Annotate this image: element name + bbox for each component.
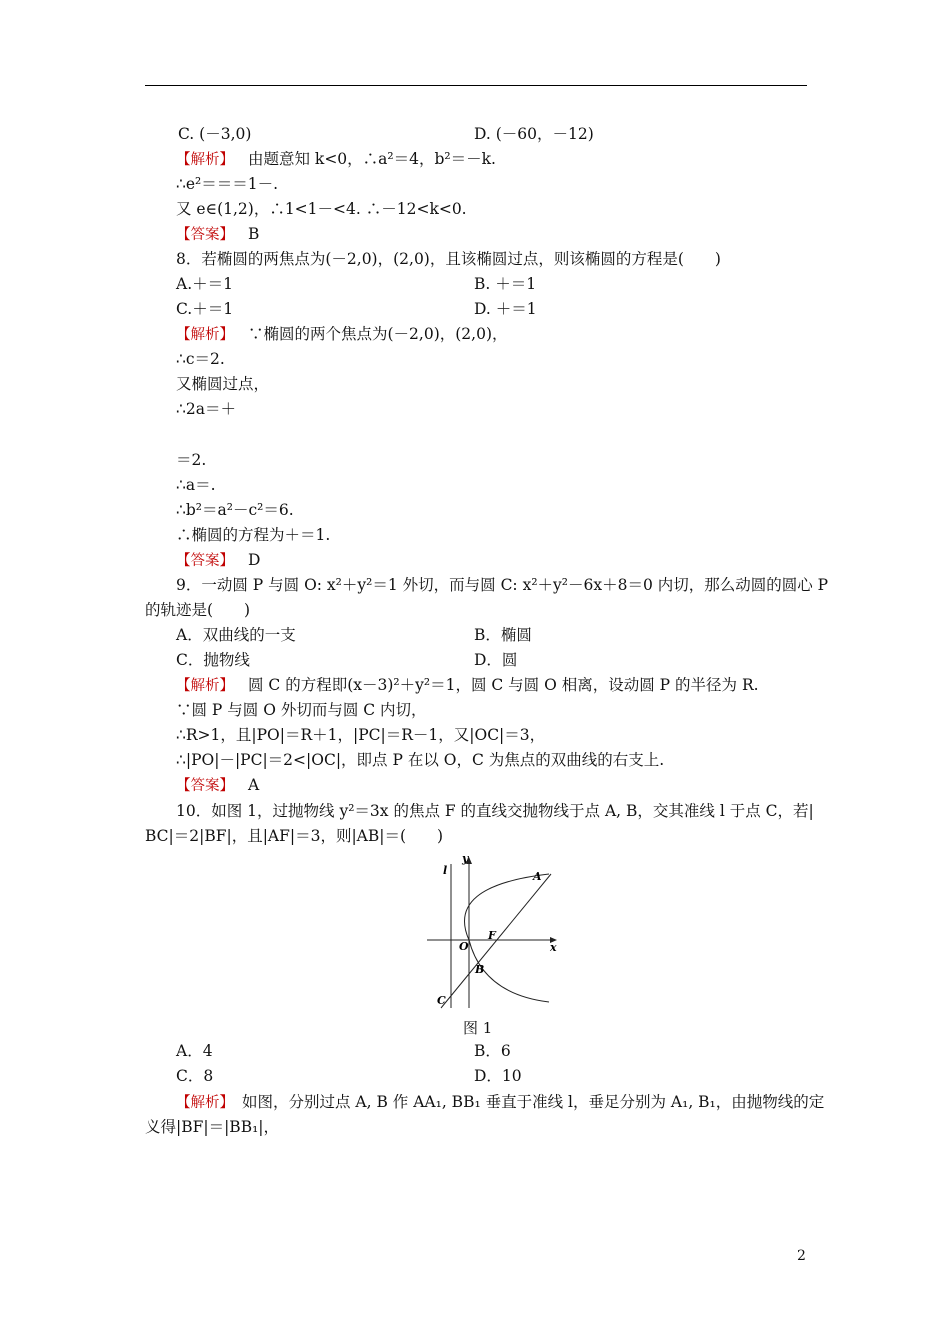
q8-stem: 8．若椭圆的两焦点为(－2,0)，(2,0)，且该椭圆过点，则该椭圆的方程是( ): [176, 250, 721, 268]
q9-option-a: A．双曲线的一支: [176, 626, 296, 644]
q9-answer: [176, 775, 259, 796]
q8-option-d: D. ＋＝1: [474, 300, 537, 318]
answer-tag: 【答案】: [176, 553, 234, 569]
figure-caption: 图 1: [463, 1019, 493, 1037]
q8-line-3: 又椭圆过点，: [176, 375, 270, 393]
q9-stem-line-2: 的轨迹是( ): [145, 601, 251, 619]
q7-line-2: ∴e²＝＝＝1－.: [176, 175, 279, 193]
q10-analysis: [176, 1092, 824, 1113]
answer-value: B: [248, 225, 260, 243]
parabola-figure: [425, 852, 565, 1010]
q10-option-c: C．8: [176, 1067, 214, 1085]
label-c: C: [437, 994, 446, 1007]
q8-option-c: C.＋＝1: [176, 300, 234, 318]
analysis-tag: 【解析】: [176, 678, 234, 694]
label-y: y: [462, 852, 469, 865]
answer-tag: 【答案】: [176, 227, 234, 243]
q7-option-d: D. (－60，－12): [474, 125, 594, 143]
parabola-curve: [465, 874, 550, 1002]
analysis-tag: 【解析】: [176, 152, 234, 168]
analysis-text: 如图，分别过点 A, B 作 AA₁, BB₁ 垂直于准线 l，垂足分别为 A₁, B₁，由抛物线的定: [242, 1093, 825, 1111]
q10-line-2: 义得|BF|＝|BB₁|，: [145, 1118, 280, 1136]
analysis-text: ∵椭圆的两个焦点为(－2,0)，(2,0)，: [248, 325, 508, 343]
q7-answer: [176, 224, 259, 245]
q8-answer: [176, 550, 260, 571]
q9-line-2: ∵圆 P 与圆 O 外切而与圆 C 内切，: [176, 701, 427, 719]
q8-analysis: [176, 324, 508, 345]
q9-option-d: D．圆: [474, 651, 518, 669]
q8-option-b: B. ＋＝1: [474, 275, 537, 293]
q8-line-2: ∴c＝2.: [176, 350, 225, 368]
q9-line-3: ∴R>1，且|PO|＝R＋1，|PC|＝R－1，又|OC|＝3，: [176, 726, 546, 744]
label-x: x: [550, 941, 557, 954]
q7-option-c: C. (－3,0): [178, 125, 252, 143]
q8-line-7: ∴b²＝a²－c²＝6.: [176, 501, 294, 519]
q10-option-a: A．4: [176, 1042, 213, 1060]
analysis-tag: 【解析】: [176, 327, 234, 343]
q10-option-d: D．10: [474, 1067, 522, 1085]
q9-option-c: C．抛物线: [176, 651, 250, 669]
analysis-text: 圆 C 的方程即(x－3)²＋y²＝1，圆 C 与圆 O 相离，设动圆 P 的半径为 R.: [248, 676, 759, 694]
focal-line: [441, 874, 551, 1008]
answer-tag: 【答案】: [176, 778, 234, 794]
q9-analysis: [176, 675, 759, 696]
q7-analysis: [176, 149, 496, 170]
page-number: 2: [797, 1248, 806, 1264]
q8-line-6: ∴a＝.: [176, 476, 216, 494]
label-f: F: [488, 929, 496, 942]
q9-stem-line-1: 9．一动圆 P 与圆 O: x²＋y²＝1 外切，而与圆 C: x²＋y²－6x＋8＝0 内切，那么动圆的圆心 P: [176, 576, 829, 594]
q8-line-4: ∴2a＝＋: [176, 400, 236, 418]
answer-value: D: [248, 551, 261, 569]
q10-option-b: B．6: [474, 1042, 511, 1060]
q8-line-5: ＝2.: [176, 451, 207, 469]
label-l: l: [443, 864, 448, 877]
label-o: O: [459, 940, 469, 953]
q10-stem-line-2: BC|＝2|BF|，且|AF|＝3，则|AB|＝( ): [145, 827, 444, 845]
analysis-text: 由题意知 k<0，∴a²＝4，b²＝－k.: [248, 150, 496, 168]
header-rule: [145, 85, 807, 86]
q9-line-4: ∴|PO|－|PC|＝2<|OC|，即点 P 在以 O，C 为焦点的双曲线的右支上.: [176, 751, 665, 769]
analysis-tag: 【解析】: [176, 1095, 234, 1111]
q10-stem-line-1: 10．如图 1，过抛物线 y²＝3x 的焦点 F 的直线交抛物线于点 A, B，交其准线 l 于点 C，若|: [176, 802, 814, 820]
q8-option-a: A.＋＝1: [176, 275, 233, 293]
label-b: B: [475, 963, 485, 976]
label-a: A: [533, 870, 542, 883]
q7-line-3: 又 e∈(1,2)，∴1<1－<4. ∴－12<k<0.: [176, 200, 467, 218]
answer-value: A: [248, 776, 260, 794]
q9-option-b: B．椭圆: [474, 626, 532, 644]
q8-line-8: ∴椭圆的方程为＋＝1.: [176, 526, 331, 544]
